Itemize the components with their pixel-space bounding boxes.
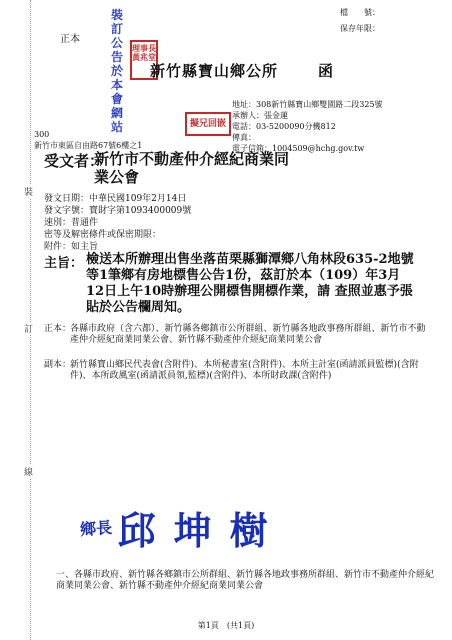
copy-recipients-label: 副本： bbox=[44, 360, 72, 370]
subject-label: 主旨： bbox=[44, 256, 84, 271]
copy-label: 正本 bbox=[60, 34, 80, 45]
email: 電子信箱：1004509@hchg.gov.tw bbox=[232, 144, 365, 153]
fax: 傳真： bbox=[232, 133, 256, 142]
copy-recipients: 新竹縣寶山鄉民代表會(含附件)、本所秘書室(含附件)、本所主計室(函請派員監標)(含附件)、本所政風室(函請派員領,監標)(含附件)、本所財政課(含附件) bbox=[70, 360, 419, 381]
subject-text: 檢送本所辦理出售坐落苗栗縣獅潭鄉八角林段635-2地號等1筆鄉有房地標售公告1份，茲訂於本（109）年3月12日上午10時辦理公開標售開標作業，請 查照並惠予張貼於公告欄周知。 bbox=[86, 252, 414, 315]
issue-date: 發文日期：中華民國109年2月14日 bbox=[44, 194, 187, 204]
signature bbox=[80, 500, 286, 555]
signature-name: 邱坤樹 bbox=[117, 508, 286, 553]
page-footer: 第1頁 (共1頁) bbox=[197, 621, 255, 630]
document-number: 發文字號：寶財字第1093400009號 bbox=[44, 206, 192, 216]
binding-mark-xian: 線 bbox=[24, 465, 33, 478]
approval-stamp: 擬兄回嵌 bbox=[185, 112, 231, 136]
file-number-label: 檔 號： bbox=[340, 8, 380, 17]
vertical-publication-stamp: 裝訂公告於本會網站 bbox=[110, 8, 123, 134]
binding-mark-ding: 訂 bbox=[24, 322, 33, 335]
original-recipients: 各縣市政府（含六都）、新竹縣各鄉鎮市公所群組、新竹縣各地政事務所群組、新竹市不動產仲介經紀商業同業公會、新竹縣不動產仲介經紀商業同業公會 bbox=[70, 324, 426, 345]
binding-mark-zhuang: 裝 bbox=[24, 185, 33, 198]
recipient-name: 新竹市不動產仲介經紀商業同業公會 bbox=[94, 150, 290, 186]
phone: 電話：03-5200090分機812 bbox=[232, 122, 336, 131]
document-type: 函 bbox=[318, 62, 334, 80]
agency-title: 新竹縣寶山鄉公所 bbox=[150, 62, 279, 80]
binding-line bbox=[30, 0, 31, 640]
agency-address: 地址：308新竹縣寶山鄉雙園路二段325號 bbox=[232, 100, 383, 109]
recipient-label: 受文者： bbox=[44, 152, 105, 170]
chairman-seal-stamp: 理事長黃兆堂 bbox=[130, 40, 158, 80]
security-level: 密等及解密條件或保密期限： bbox=[44, 230, 162, 240]
postal-code: 300 bbox=[34, 130, 50, 139]
attachment: 附件：如主旨 bbox=[44, 242, 99, 252]
original-recipients-label: 正本： bbox=[44, 324, 72, 334]
signature-title: 鄉長 bbox=[79, 517, 113, 540]
handler: 承辦人：張金蓮 bbox=[232, 111, 288, 120]
retention-label: 保存年限： bbox=[340, 24, 380, 33]
notice-item-1: 一、各縣市政府、新竹縣各鄉鎮市公所群組、新竹縣各地政事務所群組、新竹市不動產仲介經紀商業同業公會、新竹縣不動產仲介經紀商業同業公會 bbox=[56, 570, 435, 591]
recipient-address: 新竹市東區自由路67號6樓之1 bbox=[34, 141, 143, 150]
delivery-speed: 速別：普通件 bbox=[44, 218, 99, 228]
